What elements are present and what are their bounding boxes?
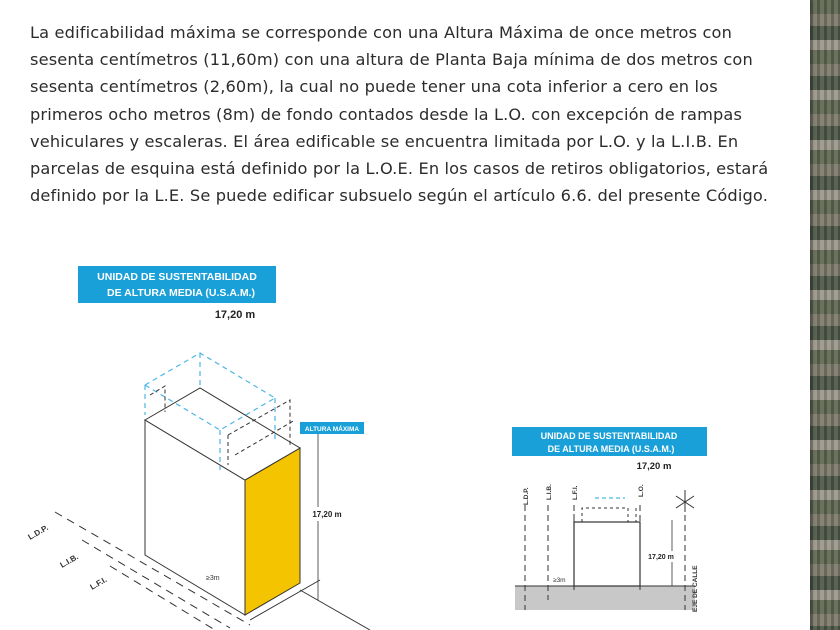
label-lib-left: L.I.B. [58, 552, 80, 570]
body-paragraph: La edificabilidad máxima se corresponde con una Altura Máxima de once metros con sesenta centímetros (11,60m) con una altura de Planta Baja mínima de dos metros con sesenta centímetros (2,60m), la cual no puede tener una cota inferior a cero en los primeros ocho metros (8m) de fondo contados desde la L.O. con excepción de rampas vehiculares y escaleras. El área edificable se encuentra limitada por L.O. y la L.I.B. En parcelas de esquina está definido por la L.O.E. En los casos de retiros obligatorios, estará definido por la L.E. Se puede edificar subsuelo según el artículo 6.6. del presente Código. [30, 23, 769, 206]
height-side-left: 17,20 m [312, 510, 342, 519]
label-lfi-right: L.F.I. [572, 485, 579, 500]
banner-left-line1: UNIDAD DE SUSTENTABILIDAD [97, 271, 257, 283]
banner-right-line2: DE ALTURA MEDIA (U.S.A.M.) [547, 444, 675, 454]
street-axis-symbol [676, 490, 694, 512]
label-ldp-right: L.D.P. [523, 487, 530, 505]
label-ldp-left: L.D.P. [26, 523, 50, 542]
ground-right [515, 586, 695, 610]
eje-calle-label: EJE DE CALLE [692, 565, 699, 612]
label-lib-right: L.I.B. [546, 484, 553, 500]
height-total-left: 17,20 m [214, 309, 256, 321]
setback-left: ≥3m [206, 575, 220, 582]
height-total-right: 17,20 m [636, 461, 672, 472]
setback-right: ≥3m [553, 577, 566, 584]
label-lo-right: L.O. [638, 484, 645, 497]
altura-maxima-text: ALTURA MÁXIMA [304, 426, 360, 433]
banner-left-line2: DE ALTURA MEDIA (U.S.A.M.) [107, 287, 255, 299]
banner-right-line1: UNIDAD DE SUSTENTABILIDAD [540, 431, 678, 441]
label-lfi-left: L.F.I. [88, 575, 109, 592]
building-section-right [574, 522, 640, 586]
height-side-right: 17,20 m [648, 554, 674, 561]
background-photo-strip [810, 0, 840, 630]
upper-dashed-right [574, 508, 636, 522]
